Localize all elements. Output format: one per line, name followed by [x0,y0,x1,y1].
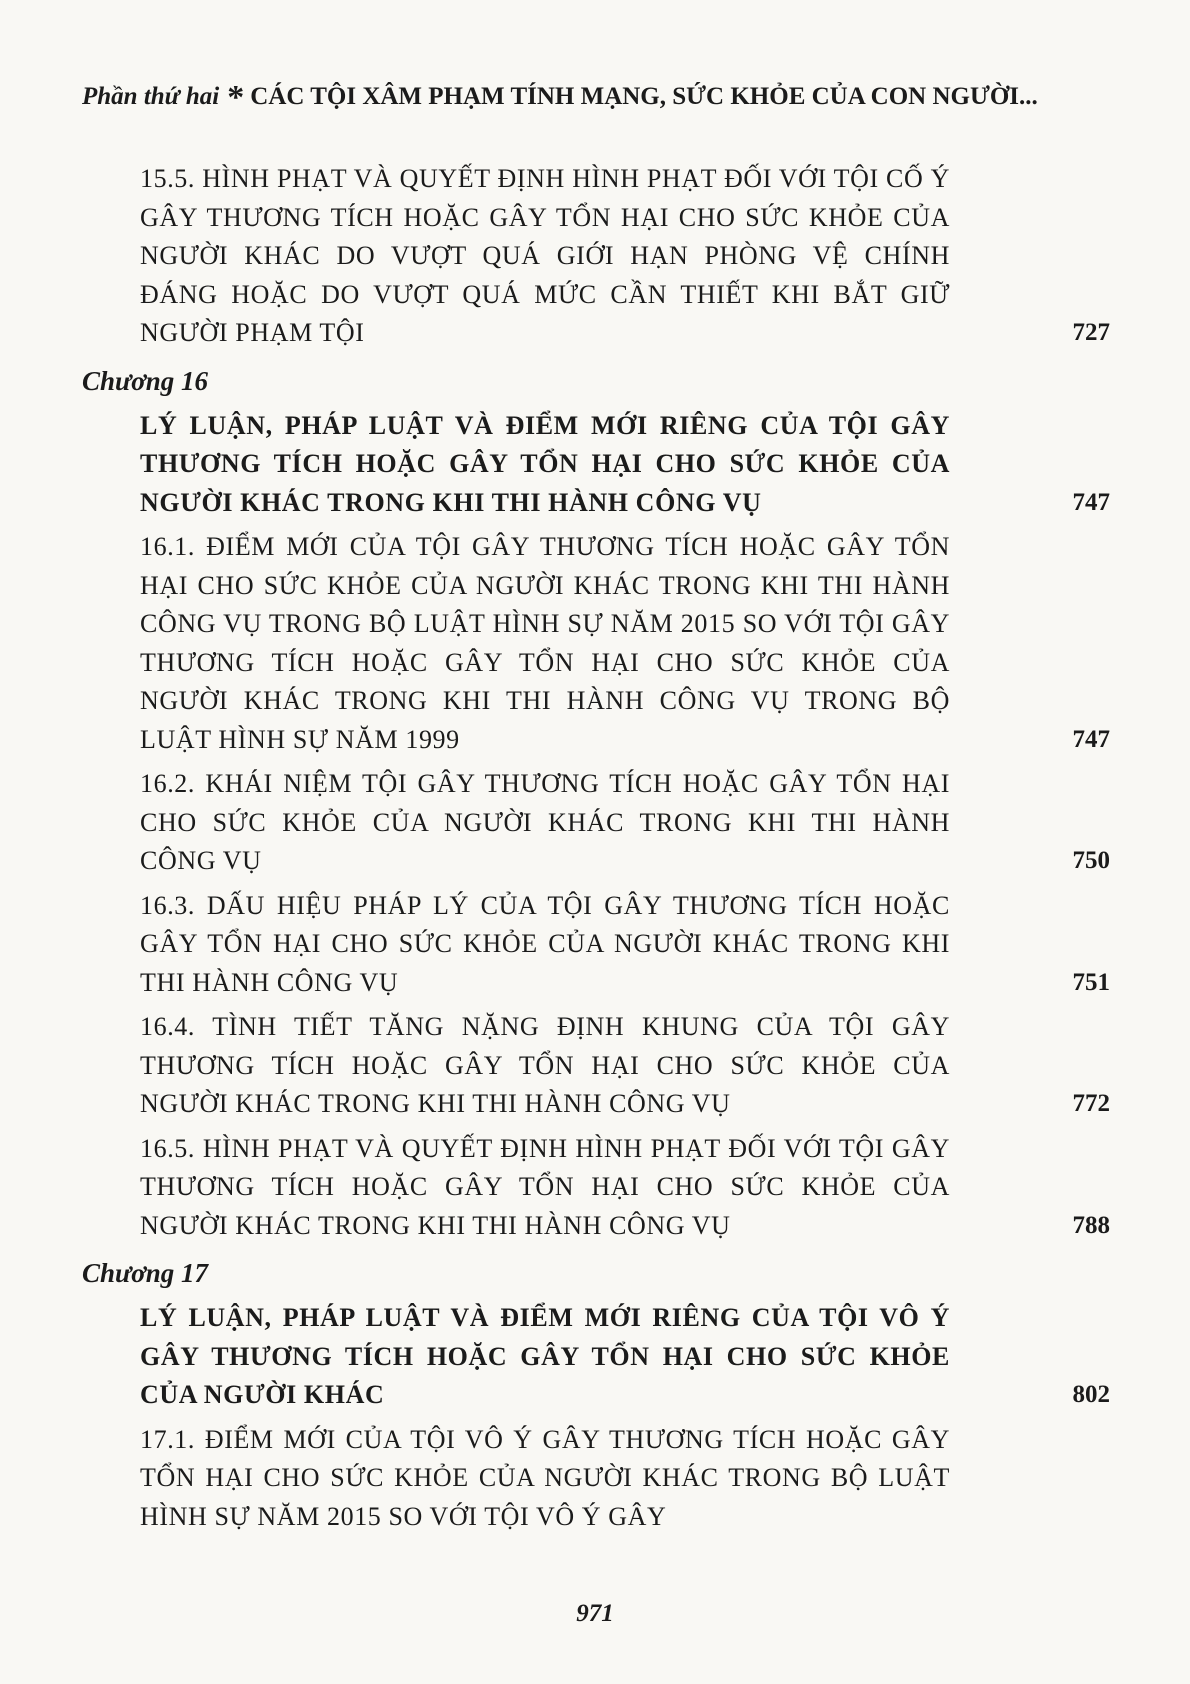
toc-entry-text: 16.3. DẤU HIỆU PHÁP LÝ CỦA TỘI GÂY THƯƠNG TÍCH HOẶC GÂY TỔN HẠI CHO SỨC KHỎE CỦA NGƯỜI KHÁC TRONG KHI THI HÀNH CÔNG VỤ [140,890,950,997]
table-of-contents [80,160,1110,1542]
chapter-17-label: Chương 17 [82,1258,208,1288]
toc-entry-16-2 [80,765,1110,881]
toc-entry-text: 16.5. HÌNH PHẠT VÀ QUYẾT ĐỊNH HÌNH PHẠT ĐỐI VỚI TỘI GÂY THƯƠNG TÍCH HOẶC GÂY TỔN HẠI CHO SỨC KHỎE CỦA NGƯỜI KHÁC TRONG KHI THI HÀNH CÔNG VỤ [140,1133,950,1240]
chapter-16-title-entry [80,407,1110,523]
chapter-17-title: LÝ LUẬN, PHÁP LUẬT VÀ ĐIỂM MỚI RIÊNG CỦA TỘI VÔ Ý GÂY THƯƠNG TÍCH HOẶC GÂY TỔN HẠI CHO SỨC KHỎE CỦA NGƯỜI KHÁC [140,1303,950,1409]
chapter-16-title: LÝ LUẬN, PHÁP LUẬT VÀ ĐIỂM MỚI RIÊNG CỦA TỘI GÂY THƯƠNG TÍCH HOẶC GÂY TỔN HẠI CHO SỨC KHỎE CỦA NGƯỜI KHÁC TRONG KHI THI HÀNH CÔNG VỤ [140,410,950,517]
chapter-16-label: Chương 16 [82,365,208,396]
toc-entry-17-1 [80,1421,1110,1537]
toc-entry-text: 16.1. ĐIỂM MỚI CỦA TỘI GÂY THƯƠNG TÍCH HOẶC GÂY TỔN HẠI CHO SỨC KHỎE CỦA NGƯỜI KHÁC TRONG KHI THI HÀNH CÔNG VỤ TRONG BỘ LUẬT HÌNH SỰ NĂM 2015 SO VỚI TỘI GÂY THƯƠNG TÍCH HOẶC GÂY TỔN HẠI CHO SỨC KHỎE CỦA NGƯỜI KHÁC TRONG KHI THI HÀNH CÔNG VỤ TRONG BỘ LUẬT HÌNH SỰ NĂM 1999 [140,532,950,754]
chapter-17-title-entry [80,1299,1110,1415]
header-star: * [227,79,245,116]
toc-page-number: 747 [1072,725,1110,753]
toc-entry-15-5 [80,160,1110,353]
toc-page-number: 751 [1072,968,1110,996]
toc-page-number: 727 [1072,319,1110,346]
running-header [82,80,1042,115]
toc-entry-text: 15.5. HÌNH PHẠT VÀ QUYẾT ĐỊNH HÌNH PHẠT ĐỐI VỚI TỘI CỐ Ý GÂY THƯƠNG TÍCH HOẶC GÂY TỔN HẠI CHO SỨC KHỎE CỦA NGƯỜI KHÁC DO VƯỢT QUÁ GIỚI HẠN PHÒNG VỆ CHÍNH ĐÁNG HOẶC DO VƯỢT QUÁ MỨC CẦN THIẾT KHI BẮT GIỮ NGƯỜI PHẠM TỘI [140,164,950,347]
toc-entry-16-1 [80,528,1110,759]
toc-page-number: 747 [1072,488,1110,516]
toc-entry-text: 17.1. ĐIỂM MỚI CỦA TỘI VÔ Ý GÂY THƯƠNG TÍCH HOẶC GÂY TỔN HẠI CHO SỨC KHỎE CỦA NGƯỜI KHÁC TRONG BỘ LUẬT HÌNH SỰ NĂM 2015 SO VỚI TỘI VÔ Ý GÂY [140,1424,950,1531]
toc-page-number: 772 [1072,1090,1110,1117]
toc-page-number: 788 [1072,1211,1110,1239]
toc-entry-16-5 [80,1130,1110,1246]
page-number: 971 [576,1600,614,1627]
toc-entry-16-3 [80,887,1110,1003]
toc-entry-16-4 [80,1008,1110,1124]
toc-page-number: 802 [1072,1381,1110,1408]
header-part-label: Phần thứ hai [82,83,220,110]
header-title: CÁC TỘI XÂM PHẠM TÍNH MẠNG, SỨC KHỎE CỦA CON NGƯỜI... [250,83,1038,110]
toc-entry-text: 16.2. KHÁI NIỆM TỘI GÂY THƯƠNG TÍCH HOẶC GÂY TỔN HẠI CHO SỨC KHỎE CỦA NGƯỜI KHÁC TRONG KHI THI HÀNH CÔNG VỤ [140,769,950,875]
toc-page-number: 750 [1072,847,1110,874]
toc-entry-text: 16.4. TÌNH TIẾT TĂNG NẶNG ĐỊNH KHUNG CỦA TỘI GÂY THƯƠNG TÍCH HOẶC GÂY TỔN HẠI CHO SỨC KHỎE CỦA NGƯỜI KHÁC TRONG KHI THI HÀNH CÔNG VỤ [140,1012,950,1118]
